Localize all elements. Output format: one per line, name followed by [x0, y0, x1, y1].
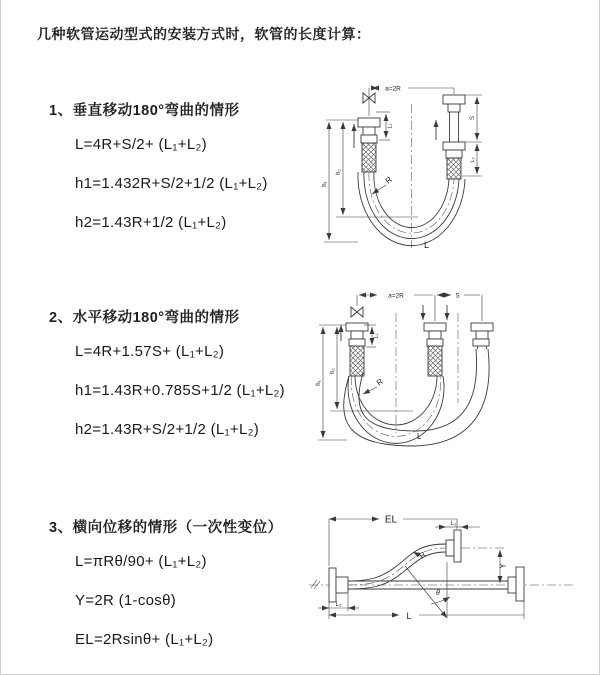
section-vertical-180 [49, 101, 268, 238]
dim-h1 [322, 120, 358, 242]
centerline-break-mark [311, 580, 320, 589]
dim-label-s: S [470, 115, 476, 121]
dim-label-s: S [455, 293, 460, 300]
right-hose-fitting [436, 95, 465, 179]
diagram-lateral-displacement [301, 498, 581, 646]
dim-top-end-length [435, 521, 480, 527]
formula-h2: h2=1.43R+1/2 (L₁+L₂) [75, 214, 227, 231]
dim-travel-s [465, 95, 482, 142]
valve-icon [351, 307, 363, 317]
dim-h2 [330, 327, 413, 411]
section-horizontal-180 [49, 308, 285, 445]
dim-h1 [316, 325, 347, 440]
diagram-vertical-180-bend [316, 72, 546, 257]
section-lateral-displacement [49, 518, 283, 655]
dim-label-y: Y [498, 563, 508, 569]
right-lower-flange [508, 567, 524, 601]
dim-label-l1: L₁ [373, 333, 380, 339]
radius-leader [363, 377, 385, 394]
left-flange [329, 568, 348, 602]
left-hose-fitting [341, 323, 368, 376]
formula-EL: EL=2Rsinθ+ (L₁+L₂) [75, 631, 214, 648]
formula-L: L=4R+S/2+ (L₁+L₂) [75, 136, 207, 153]
section-1-heading: 1、垂直移动180°弯曲的情形 [49, 103, 240, 119]
dim-label-h1: h₁ [316, 380, 322, 386]
dim-length [329, 601, 524, 621]
left-hose-fitting [354, 118, 380, 172]
dim-label-el: EL [384, 514, 398, 526]
formula-Y: Y=2R (1-cosθ) [75, 592, 177, 609]
dim-label-h1: h₁ [322, 181, 328, 187]
dim-label-length: L [406, 611, 412, 621]
dim-travel-s [437, 294, 482, 322]
dim-label-a2r: a=2R [388, 292, 404, 300]
dim-label-theta: θ [436, 590, 440, 597]
dim-label-l2: L₂ [335, 602, 342, 608]
dim-offset-y [499, 550, 508, 583]
dim-label-l1: L₁ [387, 123, 394, 129]
dim-label-r: R [417, 549, 428, 561]
dim-label-r: R [374, 376, 385, 388]
braid-section [350, 346, 364, 376]
displaced-hose [348, 544, 446, 589]
page-title: 几种软管运动型式的安装方式时，软管的长度计算： [37, 26, 371, 42]
radius-construction [405, 550, 450, 618]
dim-label-l2: L₂ [470, 157, 476, 163]
section-2-heading: 2、水平移动180°弯曲的情形 [49, 310, 240, 326]
dim-label-h2: h₂ [336, 169, 342, 175]
dim-el [329, 515, 457, 567]
formula-h1: h1=1.432R+S/2+1/2 (L₁+L₂) [75, 175, 268, 192]
formula-h2: h2=1.43R+S/2+1/2 (L₁+L₂) [75, 421, 260, 438]
formula-h1: h1=1.43R+0.785S+1/2 (L₁+L₂) [75, 382, 285, 399]
diagram-horizontal-180-bend [313, 283, 563, 458]
dim-label-r: R [383, 174, 394, 186]
formula-L: L=4R+1.57S+ (L₁+L₂) [75, 343, 225, 360]
braid-section [362, 143, 376, 172]
dim-label-l1: L₁ [450, 521, 457, 527]
dim-label-h2: h₂ [330, 368, 336, 374]
upper-flange [446, 530, 506, 562]
dim-label-a2r: a=2R [385, 85, 401, 93]
dim-label-length: L [417, 432, 422, 441]
dim-label-length: L [424, 240, 430, 250]
right-hose-fitting [471, 323, 493, 349]
braid-section [447, 158, 461, 179]
formula-L: L=πRθ/90+ (L₁+L₂) [75, 553, 207, 570]
braid-section [428, 346, 442, 376]
section-3-heading: 3、横向位移的情形（一次性变位） [49, 520, 283, 536]
dim-bottom-end-length [318, 594, 359, 611]
